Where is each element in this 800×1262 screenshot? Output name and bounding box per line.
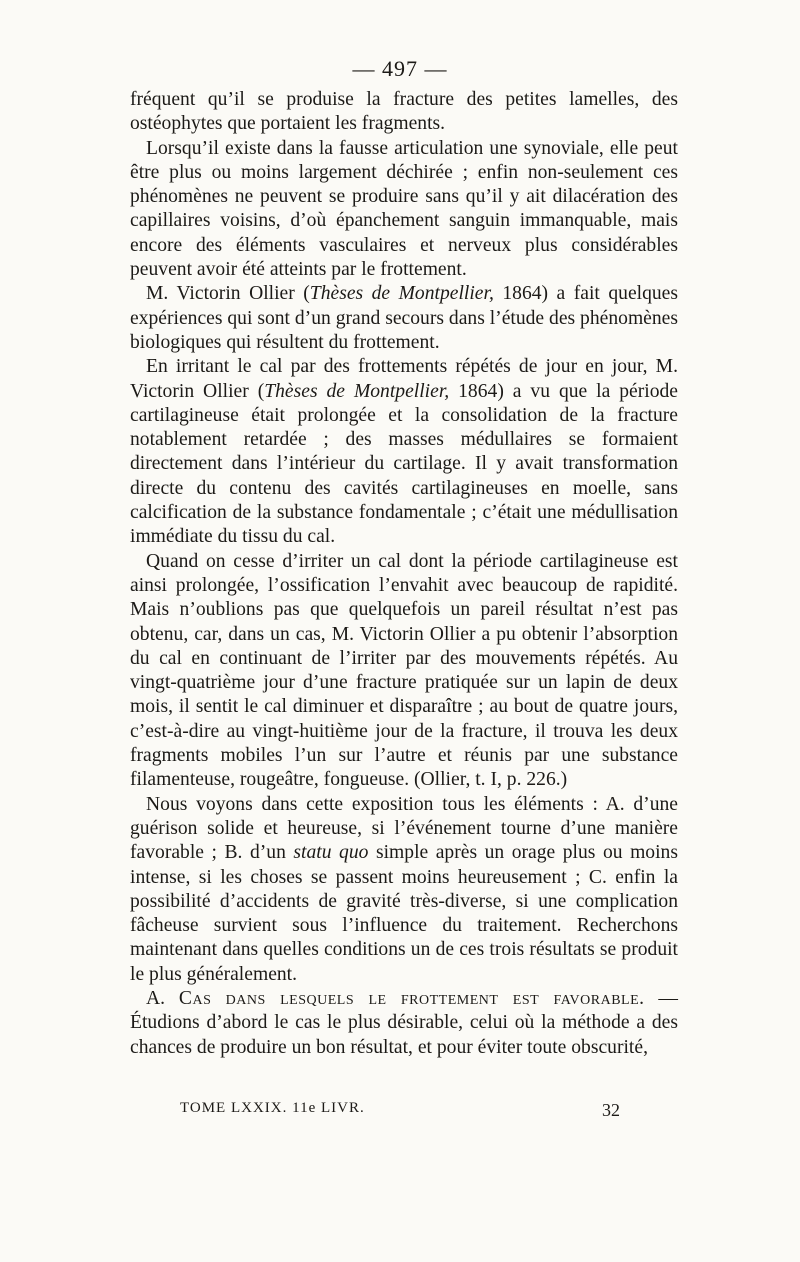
paragraph-6 (130, 793, 678, 987)
paragraph-3-text-c: 1864) a fait quelques expériences qui sont d’un grand secours dans l’étude des phénomènes biologiques qui résultent du frottement. (130, 283, 678, 353)
paragraph-4-text-a: En irritant le cal par des frottements répétés de jour en jour, M. Victorin Ollier ( (130, 356, 678, 402)
paragraph-7-text-c: — Étudions d’abord le cas le plus désirable, celui où la méthode a des chances de produire un bon résultat, et pour éviter toute obscurité, (130, 987, 678, 1058)
paragraph-5: Quand on cesse d’irriter un cal dont la période cartilagineuse est ainsi prolongée, l’ossification l’envahit avec beaucoup de rapidité. Mais n’oublions pas que quelquefois un pareil résultat n’est pas obtenu, car, dans un cas, M. Victorin Ollier a pu obtenir l’absorption du cal en continuant de l’irriter par des mouvements répétés. Au vingt-quatrième jour d’une fracture pratiquée sur un lapin de deux mois, il sentit le cal diminuer et disparaître ; au bout de quatre jours, c’est-à-dire au vingt-huitième jour de la fracture, il trouva les deux fragments mobiles l’un sur l’autre et réunis par une substance filamenteuse, rougeâtre, fongueuse. (Ollier, t. I, p. 226.) (130, 550, 678, 791)
paragraph-6-text-a: Nous voyons dans cette exposition tous les éléments : A. d’une guérison solide et heureuse, si l’événement tourne d’une manière favorable ; B. d’un (130, 793, 678, 864)
body-text (130, 88, 678, 1060)
paragraph-6-text-c: simple après un orage plus ou moins intense, si les choses se passent moins heureusement ; C. enfin la possibilité d’accidents de gravité très-diverse, si une complication fâcheuse survient sous l’influence du traitement. Recherchons maintenant dans quelles conditions un de ces trois résultats se produit le plus généralement. (130, 842, 678, 985)
signature-mark: 32 (602, 1100, 620, 1120)
paragraph-4-citation: Thèses de Montpellier, (264, 380, 450, 402)
paragraph-6-latin: statu quo (293, 842, 369, 864)
paragraph-7 (130, 987, 678, 1060)
page-footer (180, 1100, 620, 1121)
paragraph-3-text-a: M. Victorin Ollier ( (146, 283, 310, 305)
volume-label: TOME LXXIX. 11e LIVR. (180, 1100, 365, 1116)
paragraph-3 (130, 282, 678, 355)
paragraph-1: fréquent qu’il se produise la fracture des petites lamelles, des ostéophytes que portaient les fragments. (130, 89, 678, 135)
page-number: — 497 — (352, 56, 448, 81)
section-heading: Cas dans lesquels le frottement est favorable. (178, 987, 645, 1009)
paragraph-3-citation: Thèses de Montpellier, (309, 283, 494, 305)
paragraph-7-text-a: A. (146, 987, 179, 1009)
paragraph-4 (130, 355, 678, 549)
paragraph-4-text-c: 1864) a vu que la période cartilagineuse était prolongée et la consolidation de la fracture notablement retardée ; des masses médullaires se formaient directement dans l’intérieur du cartilage. Il y avait transformation directe du contenu des cavités cartilagineuses en moelle, sans calcification de la substance fondamentale ; c’était une médullisation immédiate du tissu du cal. (130, 380, 678, 548)
paragraph-2: Lorsqu’il existe dans la fausse articulation une synoviale, elle peut être plus ou moins largement déchirée ; enfin non-seulement ces phénomènes ne peuvent se produire sans qu’il y ait dilacération des capillaires voisins, d’où épanchement sanguin immanquable, mais encore des éléments vasculaires et nerveux plus considérables peuvent avoir été atteints par le frottement. (130, 137, 678, 281)
